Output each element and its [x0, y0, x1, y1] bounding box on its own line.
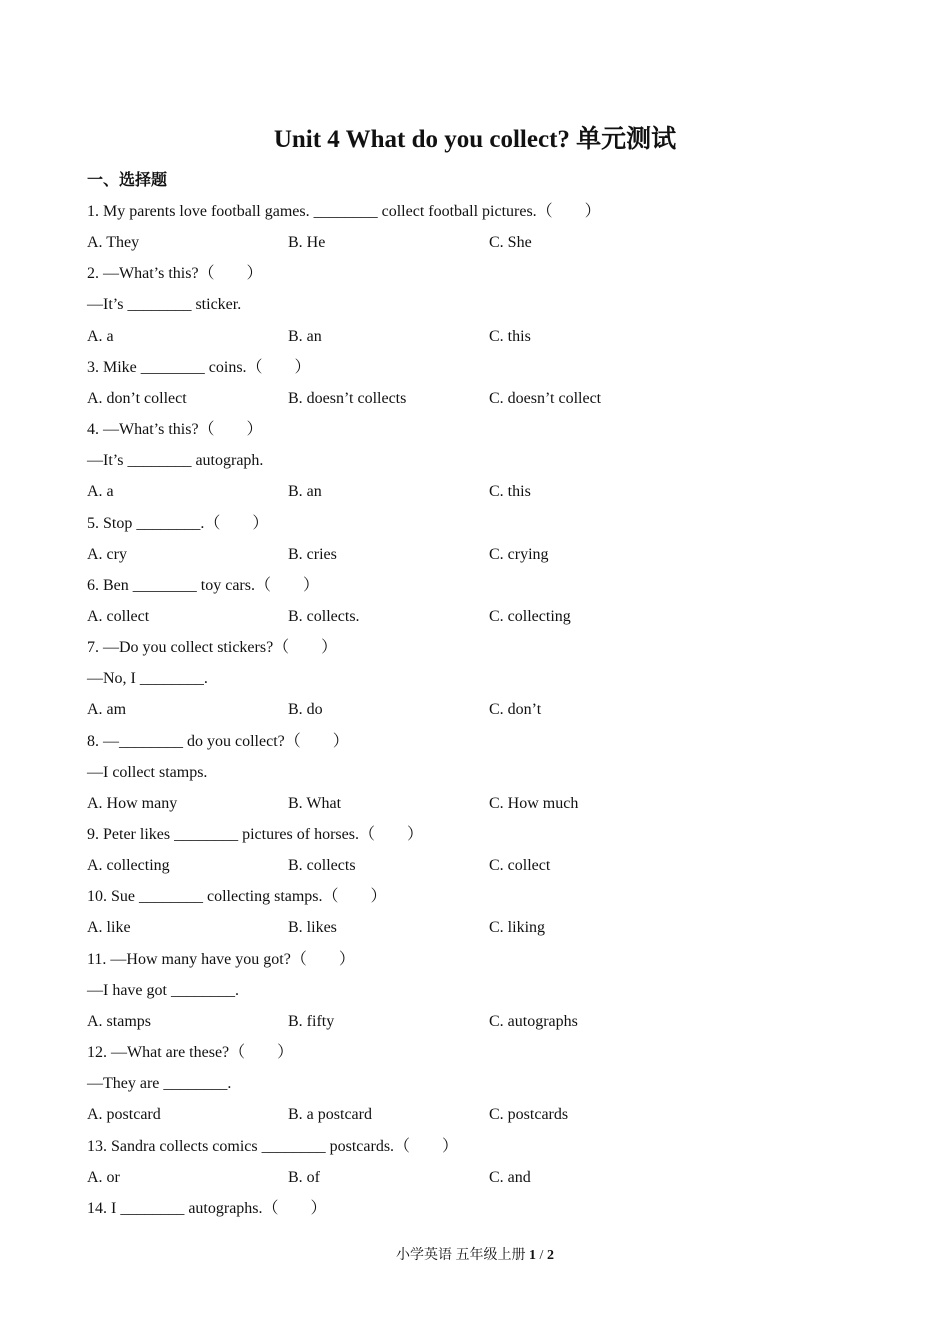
option-b: B. of [288, 1168, 320, 1186]
option-b: B. doesn’t collects [288, 389, 407, 407]
answer-options [87, 1010, 687, 1034]
answer-options [87, 605, 687, 629]
question-text: 11. —How many have you got?（ ） [87, 950, 355, 968]
question-text: 10. Sue ________ collecting stamps.（ ） [87, 888, 387, 906]
option-b: B. an [288, 327, 322, 345]
option-c: C. liking [489, 919, 546, 937]
question-text: 3. Mike ________ coins.（ ） [87, 358, 311, 376]
page-footer [0, 1245, 950, 1267]
question-text: 1. My parents love football games. ________ collect football pictures.（ ） [87, 203, 601, 220]
option-a: A. How many [87, 794, 178, 812]
answer-options [87, 1103, 687, 1127]
option-b: B. He [288, 234, 326, 252]
question-text: 14. I ________ autographs.（ ） [87, 1199, 327, 1217]
question-text: —It’s ________ sticker. [87, 296, 242, 314]
footer-label: 小学英语 五年级上册 [396, 1248, 526, 1263]
option-a: A. collect [87, 607, 150, 625]
option-a: A. collecting [87, 857, 170, 875]
footer-page-number: 1 [529, 1248, 537, 1263]
answer-options [87, 231, 687, 255]
answer-options [87, 387, 687, 411]
option-b: B. cries [288, 545, 337, 563]
question-text: 13. Sandra collects comics ________ postcards.（ ） [87, 1137, 459, 1155]
question-text: 5. Stop ________.（ ） [87, 514, 269, 532]
option-b: B. likes [288, 919, 337, 937]
answer-options [87, 325, 687, 349]
option-c: C. crying [489, 545, 549, 563]
question-text: 12. —What are these?（ ） [87, 1044, 294, 1062]
option-c: C. autographs [489, 1012, 578, 1030]
option-c: C. How much [489, 794, 579, 812]
footer-page-total: 2 [546, 1248, 554, 1263]
option-a: A. or [87, 1168, 120, 1186]
option-c: C. doesn’t collect [489, 389, 602, 407]
option-c: C. collecting [489, 607, 571, 625]
question-text: 9. Peter likes ________ pictures of horses.（ ） [87, 826, 423, 843]
answer-options [87, 480, 687, 504]
answer-options [87, 698, 687, 722]
option-a: A. a [87, 483, 114, 501]
option-a: A. cry [87, 545, 127, 563]
option-b: B. a postcard [288, 1106, 372, 1124]
option-a: A. like [87, 919, 131, 937]
question-text: —I collect stamps. [87, 763, 208, 781]
answer-options [87, 1166, 687, 1190]
question-text: 7. —Do you collect stickers?（ ） [87, 639, 338, 657]
question-text: —I have got ________. [87, 981, 239, 999]
question-text: 8. —________ do you collect?（ ） [87, 732, 349, 750]
answer-options [87, 792, 687, 816]
question-text: 2. —What’s this?（ ） [87, 265, 263, 283]
question-text: 6. Ben ________ toy cars.（ ） [87, 576, 319, 594]
option-b: B. fifty [288, 1012, 335, 1030]
option-c: C. She [489, 234, 532, 252]
question-text: 4. —What’s this?（ ） [87, 421, 263, 439]
answer-options [87, 543, 687, 567]
option-a: A. postcard [87, 1106, 161, 1124]
option-b: B. an [288, 483, 322, 501]
option-a: A. stamps [87, 1012, 151, 1030]
page-title: Unit 4 What do you collect? 单元测试 [273, 126, 677, 153]
question-text: —No, I ________. [87, 670, 208, 688]
option-c: C. collect [489, 857, 551, 875]
option-a: A. am [87, 701, 127, 719]
answer-options [87, 916, 687, 940]
answer-options [87, 854, 687, 878]
option-c: C. postcards [489, 1106, 569, 1124]
option-a: A. They [87, 234, 140, 252]
option-b: B. collects [288, 857, 356, 875]
option-b: B. do [288, 701, 323, 719]
option-b: B. collects. [288, 607, 360, 625]
question-text: —It’s ________ autograph. [87, 452, 264, 470]
footer-separator: / [539, 1248, 544, 1263]
option-c: C. this [489, 483, 531, 501]
option-c: C. this [489, 327, 531, 345]
option-a: A. don’t collect [87, 389, 187, 407]
section-heading: 一、选择题 [87, 170, 168, 189]
option-c: C. and [489, 1168, 531, 1186]
option-a: A. a [87, 327, 114, 345]
option-c: C. don’t [489, 701, 542, 719]
option-b: B. What [288, 794, 342, 812]
question-text: —They are ________. [87, 1075, 232, 1093]
